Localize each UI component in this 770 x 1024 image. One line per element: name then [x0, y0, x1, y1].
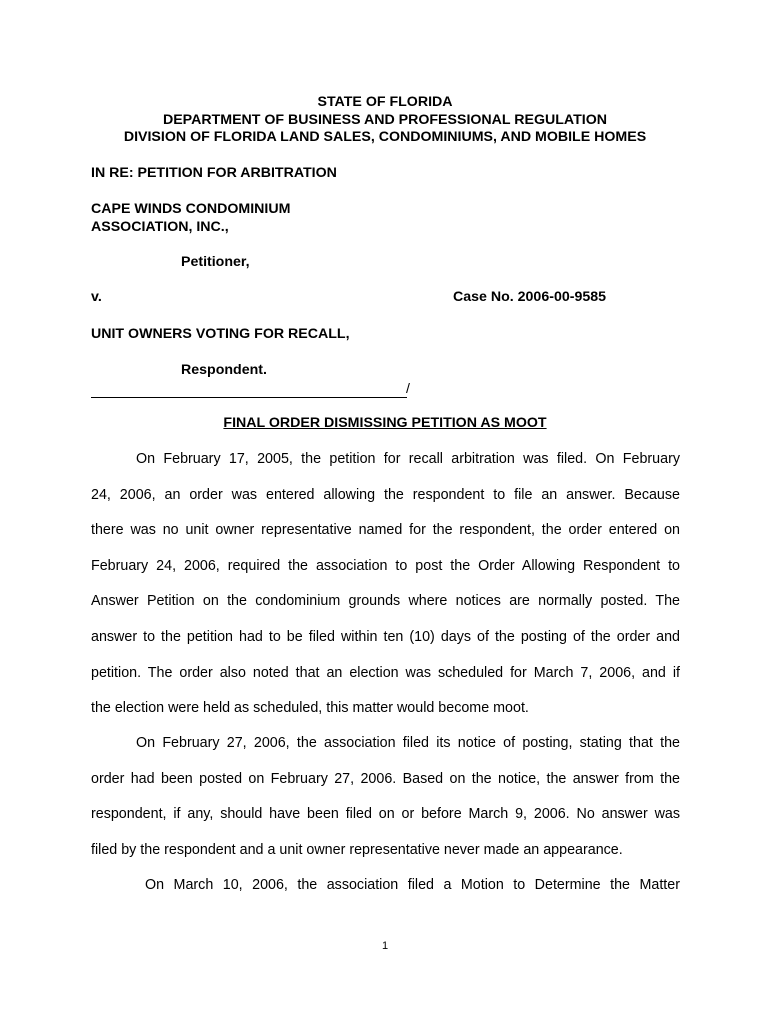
paragraph-1	[91, 442, 680, 727]
paragraph-line: order had been posted on February 27, 2006. Based on the notice, the answer from the	[91, 770, 680, 787]
caption-slash: /	[406, 381, 410, 397]
paragraph-line: petition. The order also noted that an election was scheduled for March 7, 2006, and if	[91, 664, 680, 681]
petitioner-label: Petitioner,	[181, 254, 250, 270]
case-number: Case No. 2006-00-9585	[453, 289, 607, 305]
paragraph-line: On February 27, 2006, the association filed its notice of posting, stating that the	[136, 735, 680, 751]
heading-department: DEPARTMENT OF BUSINESS AND PROFESSIONAL REGULATION	[162, 111, 608, 128]
paragraph-3	[91, 868, 680, 904]
versus-label: v.	[91, 289, 102, 305]
heading-division: DIVISION OF FLORIDA LAND SALES, CONDOMINIUMS, AND MOBILE HOMES	[123, 129, 647, 145]
paragraph-line: there was no unit owner representative named for the respondent, the order entered on	[91, 522, 680, 539]
paragraph-line: respondent, if any, should have been filed on or before March 9, 2006. No answer was	[91, 806, 680, 823]
paragraph-line: February 24, 2006, required the association to post the Order Allowing Respondent to	[91, 557, 680, 574]
in-re-line: IN RE: PETITION FOR ARBITRATION	[91, 165, 337, 181]
paragraph-line: 24, 2006, an order was entered allowing the respondent to file an answer. Because	[91, 486, 680, 503]
paragraph-2	[91, 726, 680, 868]
paragraph-line: Answer Petition on the condominium grounds where notices are normally posted. The	[91, 593, 680, 610]
order-title: FINAL ORDER DISMISSING PETITION AS MOOT	[223, 415, 547, 431]
respondent-name: UNIT OWNERS VOTING FOR RECALL,	[91, 326, 350, 342]
paragraph-line: the election were held as scheduled, this matter would become moot.	[91, 700, 529, 717]
petitioner-name-line-1: CAPE WINDS CONDOMINIUM	[91, 201, 291, 217]
page-number: 1	[381, 940, 389, 952]
paragraph-line: On February 17, 2005, the petition for recall arbitration was filed. On February	[136, 451, 680, 467]
respondent-label: Respondent.	[181, 362, 267, 378]
heading-state: STATE OF FLORIDA	[317, 94, 453, 110]
paragraph-line: answer to the petition had to be filed within ten (10) days of the posting of the order and	[91, 628, 680, 645]
paragraph-line: filed by the respondent and a unit owner representative never made an appearance.	[91, 841, 623, 858]
agency-heading	[0, 94, 770, 147]
paragraph-line: On March 10, 2006, the association filed a Motion to Determine the Matter	[145, 877, 680, 893]
caption-rule	[91, 397, 407, 398]
petitioner-name-line-2: ASSOCIATION, INC.,	[91, 219, 229, 235]
